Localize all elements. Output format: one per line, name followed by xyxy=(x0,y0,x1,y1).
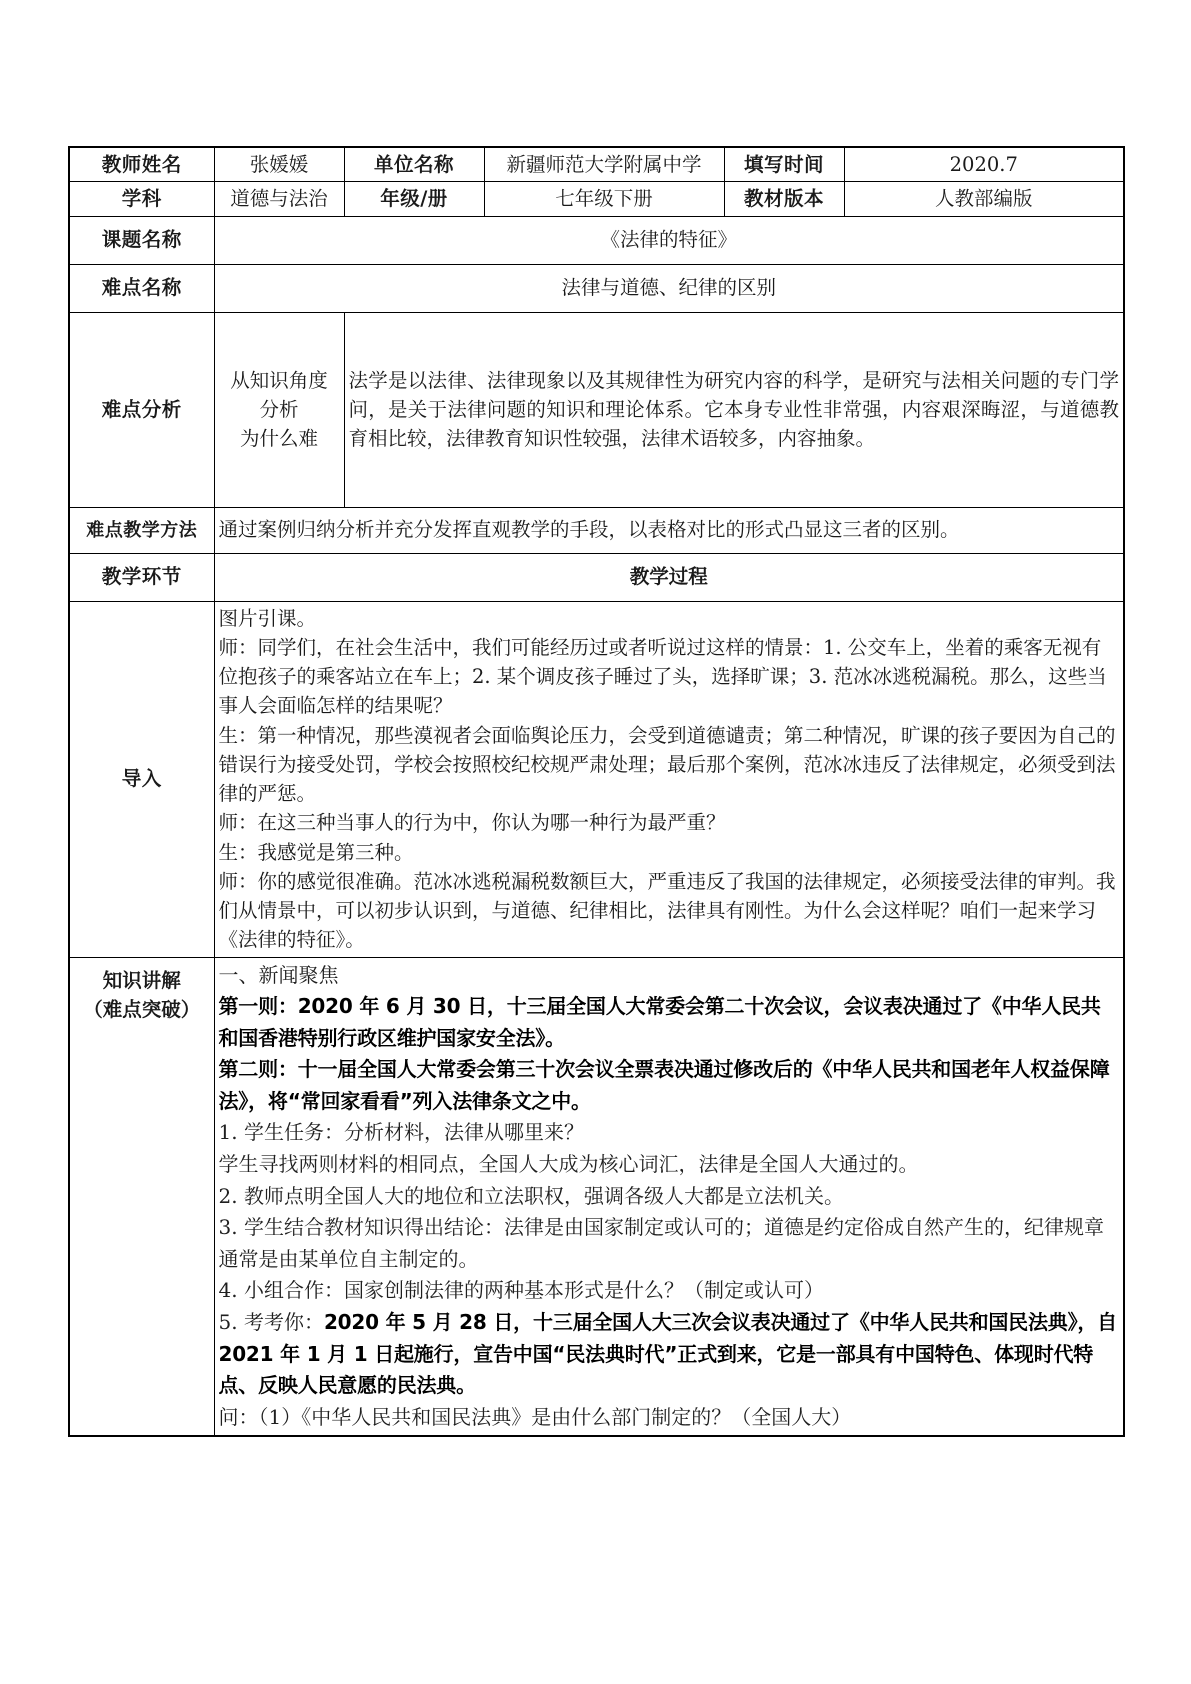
table-row-knowledge-explanation xyxy=(69,957,1124,1436)
label-knowledge-explanation xyxy=(69,957,214,1436)
label-teaching-method: 难点教学方法 xyxy=(69,507,214,553)
knowledge-line-prefix: 5. 考考你： xyxy=(218,1310,324,1335)
analysis-perspective-line-2: 分析 xyxy=(259,397,299,421)
value-grade: 七年级下册 xyxy=(484,182,724,216)
intro-line: 师：你的感觉很准确。范冰冰逃税漏税数额巨大，严重违反了我国的法律规定，必须接受法律的审判。我们从情景中，可以初步认识到，与道德、纪律相比，法律具有刚性。为什么会这样呢？咱们一起来学习《法律的特征》。 xyxy=(218,869,1116,952)
table-row-difficulty-name xyxy=(69,264,1124,312)
knowledge-line: 1. 学生任务：分析材料，法律从哪里来？ xyxy=(218,1120,584,1145)
lesson-plan-table xyxy=(68,146,1125,1437)
label-textbook-version: 教材版本 xyxy=(724,182,844,216)
label-difficulty-analysis: 难点分析 xyxy=(69,312,214,507)
label-teacher-name: 教师姓名 xyxy=(69,147,214,182)
label-difficulty-name: 难点名称 xyxy=(69,264,214,312)
table-row-introduction xyxy=(69,601,1124,957)
label-introduction: 导入 xyxy=(69,601,214,957)
intro-line: 生：我感觉是第三种。 xyxy=(218,840,414,864)
table-row-topic xyxy=(69,216,1124,264)
value-difficulty-name: 法律与道德、纪律的区别 xyxy=(214,264,1124,312)
value-introduction xyxy=(214,601,1124,957)
table-row-teaching-method xyxy=(69,507,1124,553)
intro-line: 师：在这三种当事人的行为中，你认为哪一种行为最严重？ xyxy=(218,811,726,835)
knowledge-line-emphasis: 2020 年 5 月 28 日，十三届全国人大三次会议表决通过了《中华人民共和国民法典》，自 2021 年 1 月 1 日起施行，宣告中国“民法典时代”正式到来，它是一部具有中国特色、体现时代特点、反映人民意愿的民法典。 xyxy=(218,1310,1117,1398)
knowledge-line: 第一则：2020 年 6 月 30 日，十三届全国人大常委会第二十次会议，会议表决通过了《中华人民共和国香港特别行政区维护国家安全法》。 xyxy=(218,994,1101,1050)
table-row-difficulty-analysis xyxy=(69,312,1124,507)
lesson-plan-sheet xyxy=(68,146,1123,1437)
knowledge-line: 问：（1）《中华人民共和国民法典》是由什么部门制定的？（全国人大） xyxy=(218,1404,852,1429)
label-teaching-stage: 教学环节 xyxy=(69,553,214,601)
value-unit-name: 新疆师范大学附属中学 xyxy=(484,147,724,182)
label-unit-name: 单位名称 xyxy=(344,147,484,182)
knowledge-line: 学生寻找两则材料的相同点，全国人大成为核心词汇，法律是全国人大通过的。 xyxy=(218,1152,919,1177)
table-row-process-header xyxy=(69,553,1124,601)
value-teacher-name: 张媛媛 xyxy=(214,147,344,182)
knowledge-line: 4. 小组合作：国家创制法律的两种基本形式是什么？（制定或认可） xyxy=(218,1278,824,1303)
label-subject: 学科 xyxy=(69,182,214,216)
knowledge-line: 第二则：十一届全国人大常委会第三十次会议全票表决通过修改后的《中华人民共和国老年人权益保障法》，将“常回家看看”列入法律条文之中。 xyxy=(218,1057,1110,1113)
label-topic-name: 课题名称 xyxy=(69,216,214,264)
knowledge-line-mixed xyxy=(219,1307,1120,1402)
value-knowledge-explanation xyxy=(214,957,1124,1436)
knowledge-line: 3. 学生结合教材知识得出结论：法律是由国家制定或认可的；道德是约定俗成自然产生的，纪律规章通常是由某单位自主制定的。 xyxy=(218,1215,1104,1271)
label-fill-date: 填写时间 xyxy=(724,147,844,182)
label-teaching-process: 教学过程 xyxy=(214,553,1124,601)
intro-line: 生：第一种情况，那些漠视者会面临舆论压力，会受到道德谴责；第二种情况，旷课的孩子要因为自己的错误行为接受处罚，学校会按照校纪校规严肃处理；最后那个案例，范冰冰违反了法律规定，必须受到法律的严惩。 xyxy=(218,723,1116,805)
value-difficulty-analysis xyxy=(344,312,1124,507)
intro-line: 师：同学们，在社会生活中，我们可能经历过或者听说过这样的情景：1. 公交车上，坐着的乘客无视有位抱孩子的乘客站立在车上；2. 某个调皮孩子睡过了头，选择旷课；3. 范冰冰逃税漏税。那么，这些当事人会面临怎样的结果呢？ xyxy=(218,635,1107,718)
label-analysis-perspective xyxy=(214,312,344,507)
value-topic-name: 《法律的特征》 xyxy=(214,216,1124,264)
analysis-perspective-line-1: 从知识角度 xyxy=(230,368,328,392)
table-row-subject xyxy=(69,182,1124,216)
value-subject: 道德与法治 xyxy=(214,182,344,216)
value-fill-date: 2020.7 xyxy=(844,147,1124,182)
label-grade: 年级/册 xyxy=(344,182,484,216)
intro-line: 图片引课。 xyxy=(218,606,317,630)
value-teaching-method: 通过案例归纳分析并充分发挥直观教学的手段，以表格对比的形式凸显这三者的区别。 xyxy=(214,507,1124,553)
knowledge-label-line-1: 知识讲解 xyxy=(102,968,181,992)
knowledge-line: 2. 教师点明全国人大的地位和立法职权，强调各级人大都是立法机关。 xyxy=(218,1183,844,1208)
table-row-teacher xyxy=(69,147,1124,182)
analysis-perspective-line-3: 为什么难 xyxy=(239,427,318,451)
value-textbook-version: 人教部编版 xyxy=(844,182,1124,216)
knowledge-label-line-2: （难点突破） xyxy=(83,997,201,1021)
knowledge-line: 一、新闻聚焦 xyxy=(218,962,339,987)
analysis-paragraph: 法学是以法律、法律现象以及其规律性为研究内容的科学，是研究与法相关问题的专门学问，是关于法律问题的知识和理论体系。它本身专业性非常强，内容艰深晦涩，与道德教育相比较，法律教育知识性较强，法律术语较多，内容抽象。 xyxy=(348,368,1119,451)
